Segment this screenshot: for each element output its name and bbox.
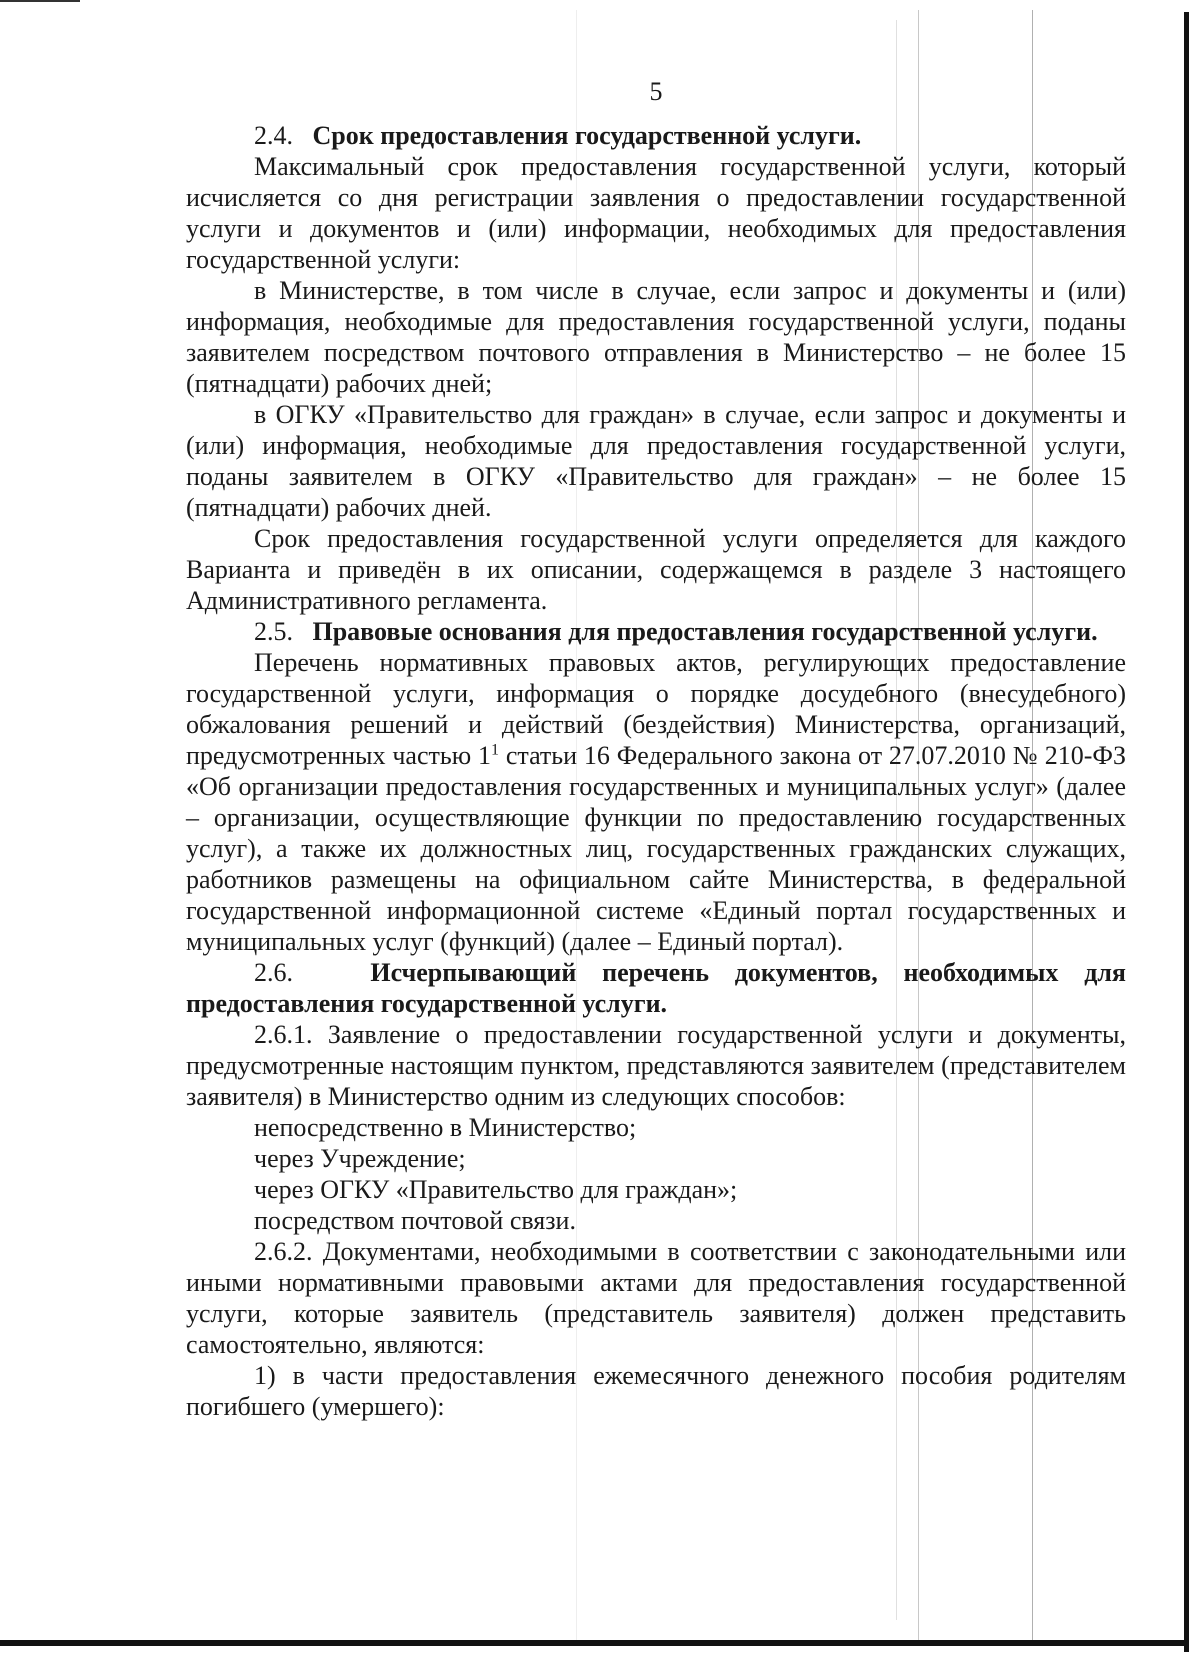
paragraph: Максимальный срок предоставления государственной услуги, который исчисляется со дня регистрации заявления о предоставлении государственной услуги и документов и (или) информации, необходимых для предоставления государственной услуги: [186, 152, 1126, 274]
section-2-6-heading [186, 957, 1126, 1019]
paragraph: в ОГКУ «Правительство для граждан» в случае, если запрос и документы и (или) информация, необходимые для предоставления государственной услуги, поданы заявителем в ОГКУ «Правительство для граждан» – не более 15 (пятнадцати) рабочих дней. [186, 400, 1126, 522]
paragraph [186, 647, 1126, 957]
paragraph: 2.6.2. Документами, необходимыми в соответствии с законодательными или иными нормативными правовыми актами для предоставления государственной услуги, которые заявитель (представитель заявителя) должен представить самостоятельно, являются: [186, 1237, 1126, 1359]
paragraph: в Министерстве, в том числе в случае, если запрос и документы и (или) информация, необходимые для предоставления государственной услуги, поданы заявителем посредством почтового отправления в Министерство – не более 15 (пятнадцати) рабочих дней; [186, 276, 1126, 398]
list-item: посредством почтовой связи. [254, 1206, 576, 1235]
paragraph-text: статьи 16 Федерального закона от 27.07.2010 № 210-ФЗ «Об организации предоставления государственных и муниципальных услуг» (далее – организации, осуществляющие функции по предоставлению государственных услуг), а также их должностных лиц, государственных гражданских служащих, работников размещены на официальном сайте Министерства, в федеральной государственной информационной системе «Единый портал государственных и муниципальных услуг (функций) (далее – Единый портал). [186, 741, 1126, 956]
superscript: 1 [491, 741, 499, 759]
paragraph: 1) в части предоставления ежемесячного денежного пособия родителям погибшего (умершего): [186, 1361, 1126, 1421]
list-item: через Учреждение; [254, 1144, 466, 1173]
page-number: 5 [649, 77, 663, 106]
section-2-5-heading [186, 616, 1126, 647]
list-item: через ОГКУ «Правительство для граждан»; [254, 1175, 738, 1204]
scan-edge-right [1184, 12, 1189, 1652]
scan-edge-bottom [0, 1640, 1189, 1646]
section-number: 2.5. [254, 617, 293, 646]
document-page [186, 72, 1126, 1422]
list-item: непосредственно в Министерство; [254, 1113, 637, 1142]
scan-edge-top [0, 0, 80, 2]
paragraph-text: Перечень нормативных правовых актов, регулирующих предоставление государственной услуги, информация о порядке досудебного (внесудебного) обжалования решений и действий (бездействия) Министерства, организаций, предусмотренных частью 1 [186, 648, 1126, 770]
section-number: 2.4. [254, 121, 293, 150]
section-number: 2.6. [254, 958, 293, 987]
section-title: Исчерпывающий перечень документов, необходимых для предоставления государственной услуги. [186, 958, 1126, 1018]
section-title: Правовые основания для предоставления государственной услуги. [312, 617, 1098, 646]
section-title: Срок предоставления государственной услуги. [312, 121, 862, 150]
paragraph: Срок предоставления государственной услуги определяется для каждого Варианта и приведён в их описании, содержащемся в разделе 3 настоящего Административного регламента. [186, 524, 1126, 615]
paragraph: 2.6.1. Заявление о предоставлении государственной услуги и документы, предусмотренные настоящим пунктом, представляются заявителем (представителем заявителя) в Министерство одним из следующих способов: [186, 1020, 1126, 1111]
section-2-4-heading [186, 120, 1126, 151]
